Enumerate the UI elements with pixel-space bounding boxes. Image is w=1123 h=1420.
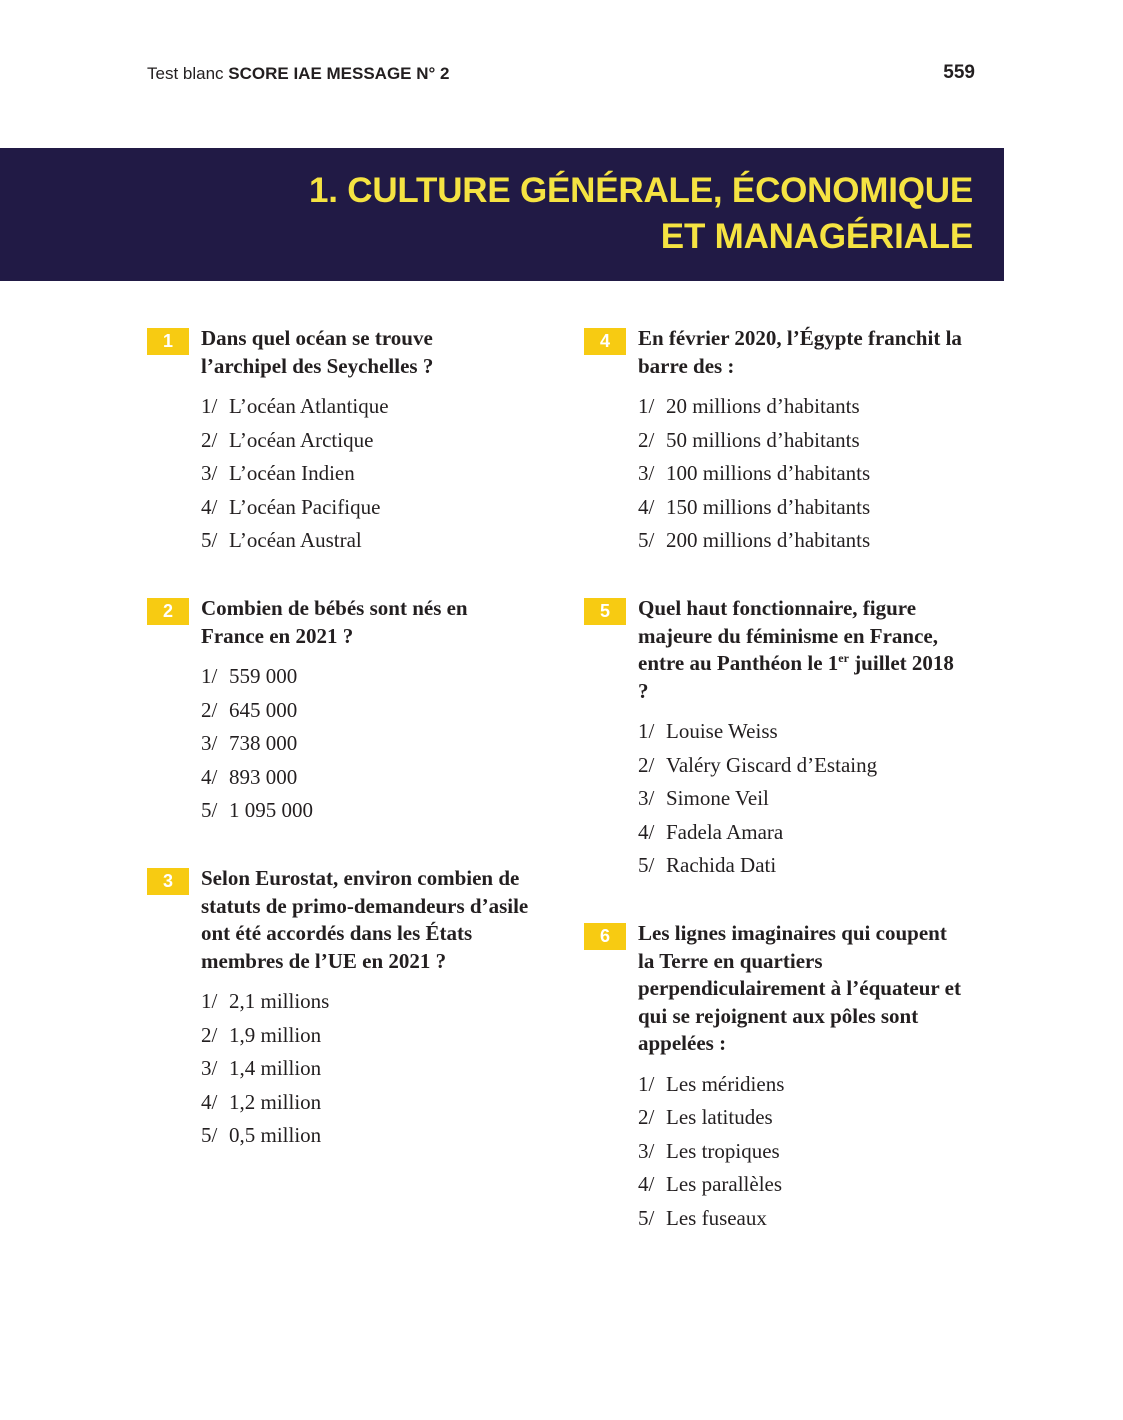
answer-option: 4/ 893 000: [201, 764, 298, 789]
answer-option: 2/ Valéry Giscard d’Estaing: [638, 752, 878, 777]
answer-list: [638, 1068, 964, 1236]
answer-list: [638, 715, 964, 883]
answer-list: [201, 985, 527, 1153]
question-number-badge: 6: [584, 923, 626, 950]
question-number-badge: 5: [584, 598, 626, 625]
page-number: 559: [943, 62, 975, 83]
answer-option: 5/ 0,5 million: [201, 1123, 322, 1148]
answer-option: 1/ 559 000: [201, 664, 298, 688]
answer-list: [638, 390, 964, 558]
answer-option: 3/ L’océan Indien: [201, 461, 355, 486]
question-text: Quel haut fonctionnaire, figure majeure du féminisme en France, entre au Panthéon le 1er juillet 2018 ?: [638, 596, 954, 703]
answer-option: 5/ 1 095 000: [201, 798, 313, 823]
answer-option: 2/ 50 millions d’habitants: [638, 427, 860, 452]
question-2: [147, 598, 527, 828]
answer-option: 1/ 2,1 millions: [201, 989, 330, 1013]
running-title: [147, 64, 450, 84]
question-number-badge: 1: [147, 328, 189, 355]
answer-option: 4/ Fadela Amara: [638, 819, 784, 844]
answer-option: 3/ Simone Veil: [638, 786, 769, 811]
answer-option: 4/ Les parallèles: [638, 1172, 783, 1197]
section-title: [73, 168, 973, 260]
answer-option: 2/ 645 000: [201, 697, 298, 722]
question-5: [584, 598, 964, 883]
question-3: [147, 868, 527, 1153]
question-text: Dans quel océan se trouve l’archipel des Seychelles ?: [201, 326, 434, 378]
answer-option: 1/ L’océan Atlantique: [201, 394, 389, 418]
answer-option: 2/ 1,9 million: [201, 1022, 322, 1047]
running-title-strong: SCORE IAE MESSAGE N° 2: [228, 64, 450, 83]
answer-option: 5/ L’océan Austral: [201, 528, 362, 553]
page-header: [147, 60, 975, 90]
answer-option: 1/ 20 millions d’habitants: [638, 394, 860, 418]
running-title-plain: Test blanc: [147, 64, 229, 83]
question-text: Combien de bébés sont nés en France en 2021 ?: [201, 596, 468, 648]
answer-list: [201, 660, 527, 828]
answer-list: [201, 390, 527, 558]
question-text: Selon Eurostat, environ combien de statuts de primo-demandeurs d’asile ont été accordés dans les États membres de l’UE en 2021 ?: [201, 866, 529, 973]
section-title-line-2: ET MANAGÉRIALE: [660, 217, 973, 256]
question-1: [147, 328, 527, 558]
question-6: [584, 923, 964, 1235]
answer-option: 4/ L’océan Pacifique: [201, 494, 381, 519]
answer-option: 3/ Les tropiques: [638, 1138, 780, 1163]
answer-option: 3/ 100 millions d’habitants: [638, 461, 871, 486]
answer-option: 4/ 150 millions d’habitants: [638, 494, 871, 519]
answer-option: 3/ 1,4 million: [201, 1056, 322, 1081]
question-4: [584, 328, 964, 558]
answer-option: 5/ Les fuseaux: [638, 1205, 767, 1230]
answer-option: 2/ L’océan Arctique: [201, 427, 374, 452]
answer-option: 1/ Les méridiens: [638, 1071, 785, 1096]
question-number-badge: 4: [584, 328, 626, 355]
answer-option: 4/ 1,2 million: [201, 1089, 322, 1114]
answer-option: 5/ Rachida Dati: [638, 853, 777, 878]
section-banner: [0, 148, 1004, 281]
answer-option: 5/ 200 millions d’habitants: [638, 528, 871, 553]
question-number-badge: 3: [147, 868, 189, 895]
question-text: Les lignes imaginaires qui coupent la Terre en quartiers perpendiculairement à l’équateur et qui se rejoignent aux pôles sont appelées :: [638, 921, 961, 1055]
answer-option: 3/ 738 000: [201, 731, 298, 756]
question-text: En février 2020, l’Égypte franchit la barre des :: [638, 326, 962, 378]
answer-option: 1/ Louise Weiss: [638, 719, 778, 743]
answer-option: 2/ Les latitudes: [638, 1105, 773, 1130]
question-number-badge: 2: [147, 598, 189, 625]
section-title-line-1: 1. CULTURE GÉNÉRALE, ÉCONOMIQUE: [308, 171, 973, 210]
